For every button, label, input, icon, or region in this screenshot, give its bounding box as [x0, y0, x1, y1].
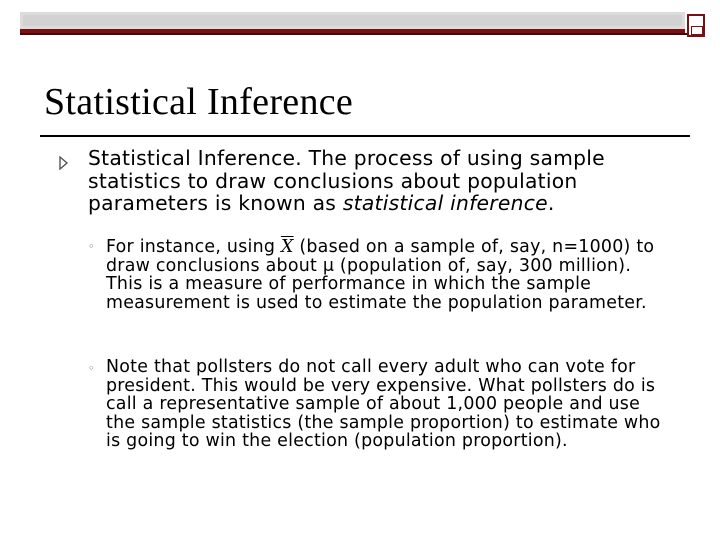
top-bar-dark-line	[20, 33, 688, 35]
top-bar-inner	[23, 15, 682, 26]
top-bar-square	[687, 14, 705, 37]
main-bold-term: Statistical Inference.	[88, 146, 302, 170]
sub-bullet-text-1	[106, 238, 666, 312]
slide-title: Statistical Inference	[44, 81, 354, 123]
bullet-arrow-icon	[59, 156, 69, 170]
top-bar-square-inner	[691, 26, 703, 35]
main-definition: The process of using sample statistics to draw conclusions about population parameters is known as	[88, 146, 605, 215]
main-end: .	[547, 191, 555, 215]
main-bullet-text	[88, 147, 658, 215]
sub1-rest: (based on a sample of, say, n=1000) to draw conclusions about μ (population of, say, 300 million). This is a measure of performance in which the sample measurement is used to estimate the population parameter.	[106, 237, 655, 313]
sub-bullet-text-2: Note that pollsters do not call every adult who can vote for president. This would be very expensive. What pollsters do is call a representative sample of about 1,000 people and use the sample statistics (the sample proportion) to estimate who is going to win the election (population proportion).	[106, 357, 661, 452]
top-decorative-bar	[20, 12, 706, 39]
sub-bullet-icon: ◦	[88, 362, 95, 375]
title-divider	[40, 135, 690, 137]
main-italic-term: statistical inference	[342, 191, 548, 215]
top-bar-grey-strip	[20, 12, 685, 33]
x-bar-symbol: $\overline{X}$	[280, 237, 294, 257]
sub-bullet-icon: ◦	[88, 240, 95, 253]
sub1-start: For instance, using	[106, 237, 281, 257]
